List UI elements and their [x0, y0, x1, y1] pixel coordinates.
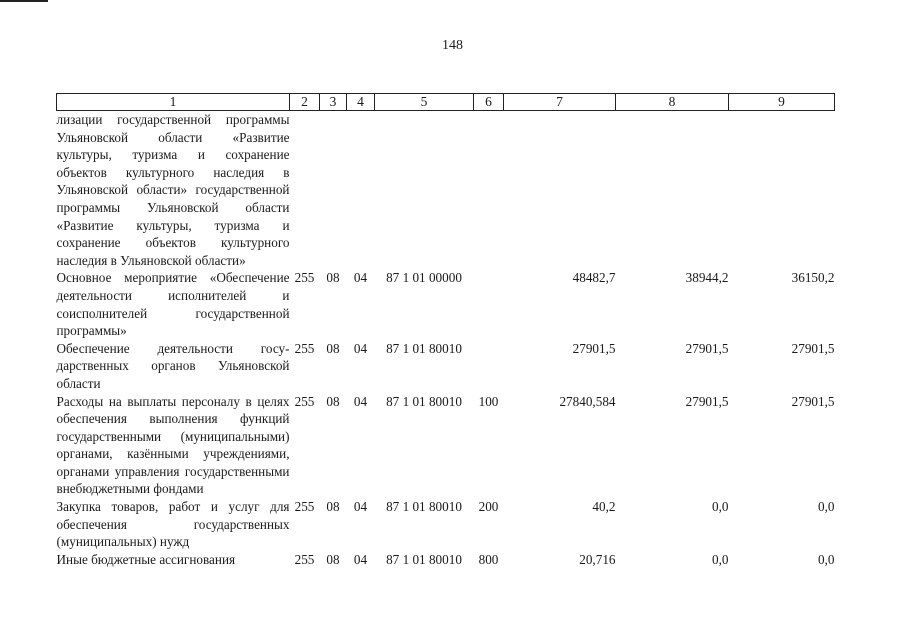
column-header-3: 3: [320, 94, 347, 111]
table-row: [57, 498, 835, 551]
cell-amount-8: [616, 111, 729, 270]
page-number: 148: [442, 38, 463, 53]
cell-expense-type: [474, 111, 504, 270]
cell-subsection: 04: [353, 551, 368, 567]
cell-amount-9: 0,0: [818, 499, 835, 515]
cell-subsection: 04: [353, 340, 368, 356]
cell-section: 08: [326, 499, 340, 515]
cell-amount-7: 40,2: [592, 499, 616, 515]
table-row: [57, 340, 835, 393]
cell-ministry: 255: [294, 270, 315, 286]
column-number-row: [57, 94, 835, 111]
cell-section: 08: [326, 551, 340, 567]
cell-amount-7: 27840,584: [559, 393, 616, 409]
cell-ministry: 255: [294, 499, 315, 515]
table-row: [57, 111, 835, 270]
scan-corner-line: [0, 0, 48, 2]
cell-amount-9: 36150,2: [791, 270, 835, 286]
row-name: Закупка товаров, работ и услуг для обеспечения государственных (муниципальных) нужд: [56, 499, 290, 550]
cell-target-code: [375, 111, 474, 270]
cell-ministry: 255: [294, 340, 315, 356]
cell-amount-9: 0,0: [818, 551, 835, 567]
cell-section: 08: [326, 340, 340, 356]
cell-expense-type: [474, 340, 504, 393]
table-row: [57, 551, 835, 569]
cell-amount-8: 0,0: [712, 551, 729, 567]
column-header-1: 1: [57, 94, 290, 111]
cell-target-code: 87 1 01 80010: [386, 393, 462, 409]
cell-subsection: 04: [353, 270, 368, 286]
cell-target-code: 87 1 01 80010: [386, 499, 462, 515]
cell-amount-7: 20,716: [579, 551, 616, 567]
column-header-2: 2: [290, 94, 320, 111]
cell-ministry: 255: [294, 551, 315, 567]
cell-target-code: 87 1 01 00000: [386, 270, 462, 286]
row-name: Обеспечение деятельности государственных органов Ульяновской области: [56, 340, 290, 391]
cell-subsection: 04: [353, 499, 368, 515]
cell-amount-9: [729, 111, 835, 270]
cell-subsection: [347, 111, 375, 270]
row-name: Иные бюджетные ассигнования: [56, 551, 236, 567]
cell-section: 08: [326, 393, 340, 409]
column-header-6: 6: [474, 94, 504, 111]
cell-expense-type: 800: [478, 551, 499, 567]
cell-section: [320, 111, 347, 270]
cell-ministry: 255: [294, 393, 315, 409]
cell-amount-8: 27901,5: [685, 340, 729, 356]
table-row: [57, 269, 835, 339]
cell-target-code: 87 1 01 80010: [386, 340, 462, 356]
column-header-7: 7: [504, 94, 616, 111]
column-header-5: 5: [375, 94, 474, 111]
cell-target-code: 87 1 01 80010: [386, 551, 462, 567]
row-name: лизации государственной программы Ульяновской области «Развитие культуры, туризма и сохранение объектов культурного наследия в Ульяновской области» государственной программы Ульяновской области «Развитие культуры, туризма и сохранение объектов культурного наследия в Ульяновской области»: [56, 112, 290, 268]
table-row: [57, 393, 835, 499]
budget-table: [56, 93, 835, 568]
column-header-8: 8: [616, 94, 729, 111]
cell-ministry: [290, 111, 320, 270]
row-name: Основное мероприятие «Обеспечение деятельности исполнителей и соисполнителей государственной программы»: [56, 270, 290, 339]
cell-section: 08: [326, 270, 340, 286]
cell-amount-8: 0,0: [712, 499, 729, 515]
cell-expense-type: [474, 269, 504, 339]
cell-expense-type: 200: [478, 499, 499, 515]
cell-amount-7: 27901,5: [572, 340, 616, 356]
cell-amount-8: 27901,5: [685, 393, 729, 409]
cell-expense-type: 100: [478, 393, 499, 409]
cell-amount-7: 48482,7: [572, 270, 616, 286]
cell-amount-9: 27901,5: [791, 340, 835, 356]
row-name: Расходы на выплаты персоналу в целях обеспечения выполнения функций государственными (муниципальными) органами, казёнными учреждениями, органами управления государственными внебюджетными фондами: [56, 393, 290, 497]
column-header-9: 9: [729, 94, 835, 111]
cell-amount-8: 38944,2: [685, 270, 729, 286]
column-header-4: 4: [347, 94, 375, 111]
cell-subsection: 04: [353, 393, 368, 409]
cell-amount-7: [504, 111, 616, 270]
cell-amount-9: 27901,5: [791, 393, 835, 409]
